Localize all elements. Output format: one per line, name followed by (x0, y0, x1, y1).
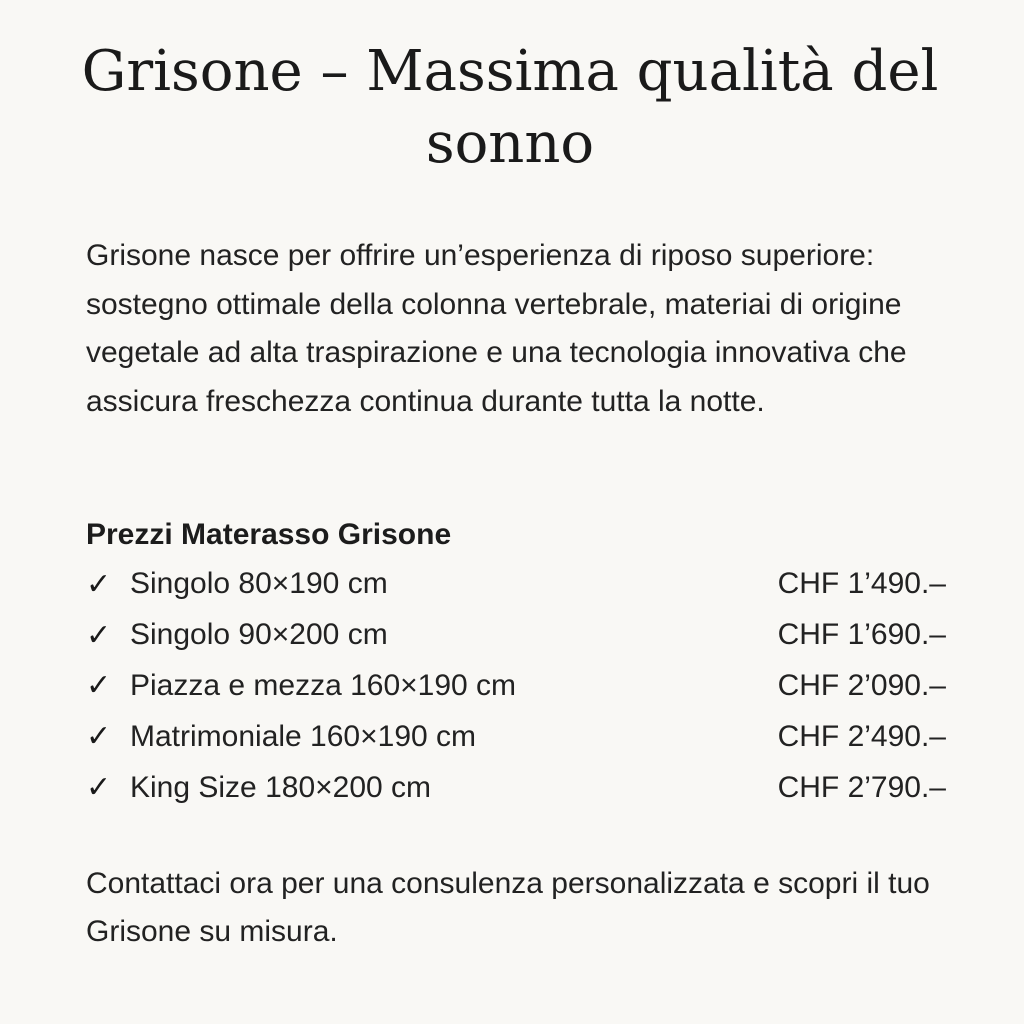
mattress-price: CHF 1’490.– (777, 567, 946, 601)
contact-paragraph: Contattaci ora per una consulenza personalizzata e scopri il tuo Grisone su misura. (86, 867, 930, 948)
mattress-size-label: King Size 180×200 cm (130, 770, 432, 804)
check-icon: ✓ (86, 567, 112, 601)
price-row (86, 762, 946, 813)
intro-paragraph: Grisone nasce per offrire un’esperienza di riposo superiore: sostegno ottimale della colonna vertebrale, materiai di origine vegetale ad alta traspirazione e una tecnologia innovativa che assicura freschezza continua durante tutta la notte. (86, 239, 907, 418)
check-icon: ✓ (86, 669, 112, 703)
price-section (86, 511, 946, 813)
mattress-size-label: Singolo 80×190 cm (130, 567, 388, 601)
mattress-price: CHF 2’790.– (777, 770, 946, 804)
mattress-price: CHF 2’490.– (777, 719, 946, 753)
price-row (86, 661, 946, 712)
check-icon: ✓ (86, 771, 112, 805)
check-icon: ✓ (86, 618, 112, 652)
mattress-size-label: Matrimoniale 160×190 cm (130, 719, 477, 753)
mattress-price: CHF 1’690.– (777, 618, 946, 652)
price-row (86, 559, 946, 610)
price-list (86, 559, 946, 813)
page-title: Grisone – Massima qualità del sonno (81, 39, 939, 176)
price-row (86, 711, 946, 762)
mattress-size-label: Singolo 90×200 cm (130, 618, 388, 652)
price-heading: Prezzi Materasso Grisone (86, 518, 452, 551)
price-row (86, 610, 946, 661)
mattress-size-label: Piazza e mezza 160×190 cm (130, 668, 517, 702)
mattress-price: CHF 2’090.– (777, 668, 946, 702)
check-icon: ✓ (86, 720, 112, 754)
